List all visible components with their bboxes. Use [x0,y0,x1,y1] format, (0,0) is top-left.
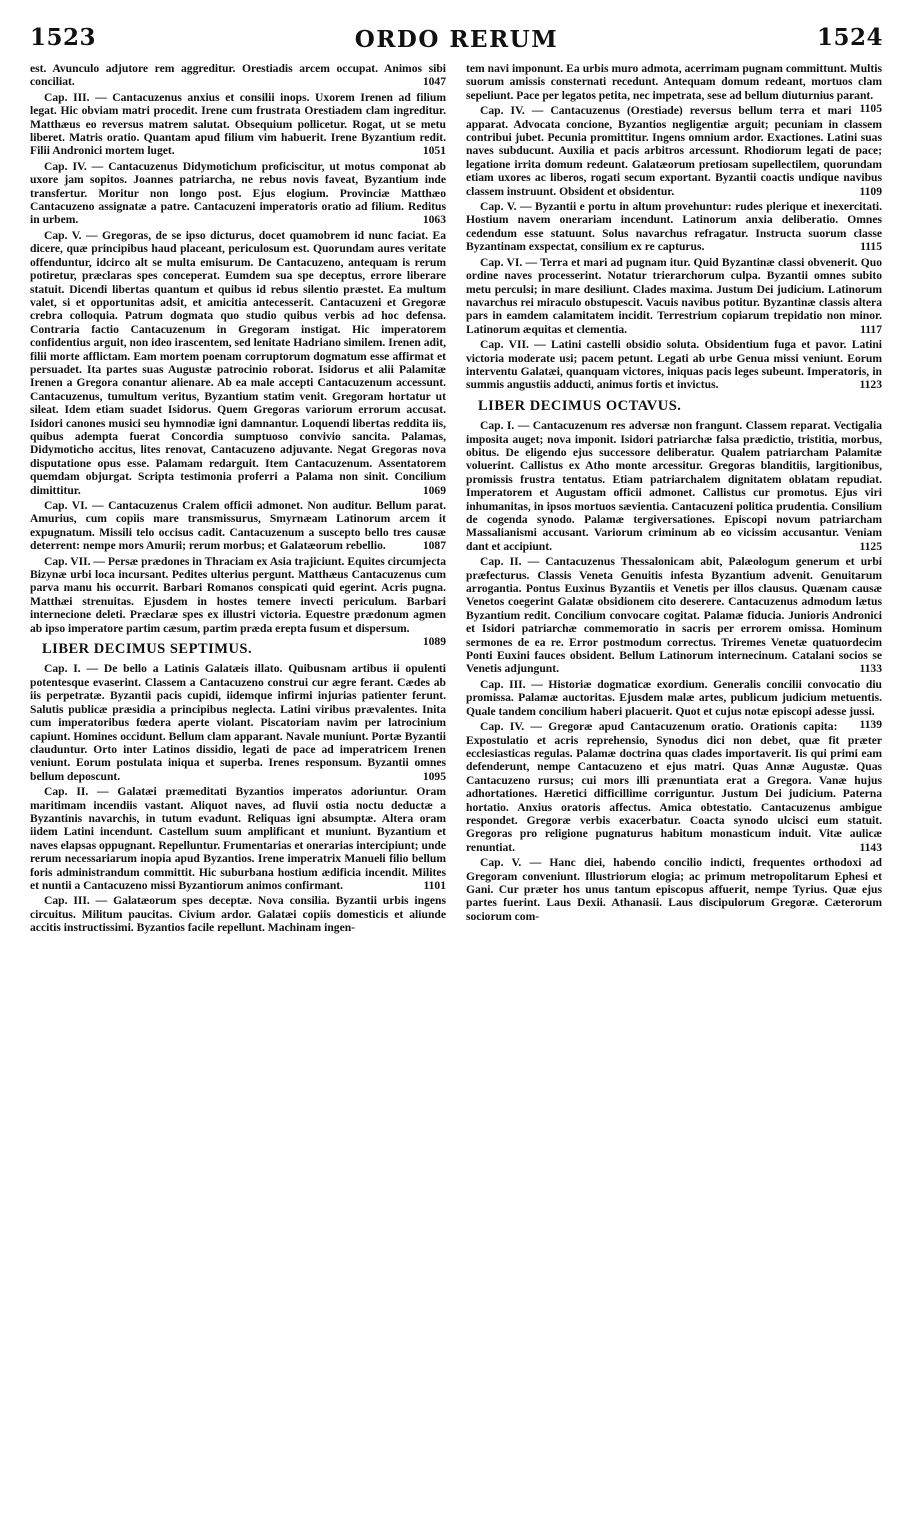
chapter-summary [466,555,882,676]
chapter-summary-text: Cap. VI. — Terra et mari ad pugnam itur. Quid Byzantinæ classi obvenerit. Quo ordine naves processerint. Notatur trierarchorum culpa. Byzantii omnes subito metu perculsi; in mare desiliunt. Clades maxima. Justum Dei judicium. Latinorum navarchus rei miraculo obstupescit. Vacuis navibus potitur. Byzantinæ classis altera pars in eamdem calamitatem incidit. Terrestrium copiarum trepidatio non minor. Latinorum æquitas et clementia. [466,255,882,336]
book-heading: LIBER DECIMUS OCTAVUS. [478,397,682,414]
page-reference: 1063 [422,213,446,227]
chapter-summary [30,662,446,783]
book-heading: LIBER DECIMUS SEPTIMUS. [42,641,253,658]
chapter-summary-text: Cap. V. — Hanc diei, habendo concilio indicti, frequentes orthodoxi ad Gregoram conveniunt. Illustriorum elogia; ac primum metropolitarum Ephesi et Gani. Cur præter hos unus tantum episcopus affuerit, nempe Tyrius. Quæ ejus partes fuerint. Laus Dexii. Athanasii. Laus discipulorum Gregoræ. Cæterorum sociorum com- [466,856,882,923]
chapter-summary-text: Cap. IV. — Cantacuzenus Didymotichum proficiscitur, ut motus componat ab uxore jam sopitos. Joannes patriarcha, ne rebus novis faveat, Byzantium inde transfertur. Moritur non longo post. Ejus elogium. Provinciæ Matthæo Cantacuzeno assignatæ a patre. Cantacuzeni imperatoris oratio ad filium. Reditus in urbem. [30,159,446,227]
chapter-summary [30,785,446,892]
chapter-summary-text: tem navi imponunt. Ea urbis muro admota, acerrimam pugnam committunt. Multis suorum amissis consternati recedunt. Antequam domum redeant, mortuos clam sepeliunt. Pace per legatos petita, nec impetrata, sese ad bellum diuturnius parant. [466,62,882,102]
chapter-summary-text: Cap. VII. — Latini castelli obsidio soluta. Obsidentium fuga et pavor. Latini victoria moderate usi; pacem petunt. Legati ab urbe Genua missi veniunt. Eorum interventu Galatæi, quanquam victores, iniquas pacis leges subeunt. Imperatoris, in summis angustiis adducti, animus fortis et invictus. [466,338,882,392]
chapter-summary [30,499,446,553]
page-reference: 1095 [422,769,446,783]
page-reference: 1087 [422,539,446,553]
chapter-summary-text: Cap. VI. — Cantacuzenus Cralem officii admonet. Non auditur. Bellum parat. Amurius, cum copiis mare transmissurus, Smyrnæam Latinorum arcem it expugnatum. Missili telo occisus cadit. Cantacuzenum a suscepto bello tres causæ deterrent: nempe mors Amurii; rerum morbus; et Galatæorum rebellio. [30,499,446,553]
chapter-summary-text: Cap. III. — Historiæ dogmaticæ exordium. Generalis concilii convocatio diu promissa. Palamæ auctoritas. Ejusdem malæ artes, publicum judicium metuentis. Quale tandem concilium haberi placuerit. Quot et cujus notæ episcopi adesse jussi. [466,677,882,718]
chapter-summary [466,256,882,336]
page-reference: 1109 [859,184,882,198]
page-reference: 1051 [422,144,446,158]
page-reference: 1089 [422,635,446,649]
chapter-summary [466,338,882,392]
page-reference: 1117 [860,322,882,336]
page-reference: 1101 [423,878,446,892]
chapter-summary-text: Cap. VII. — Persæ prædones in Thraciam ex Asia trajiciunt. Equites circumjecta Bizynæ urbi loca incursant. Pedites ulterius pergunt. Matthæus Cantacuzenus cum parva manu his occurrit. Barbari Romanos conspicati quid egerint. Acris pugna. Matthæi strenuitas. Ejusdem in hostes temere invecti periculum. Barbari internecione deleti. Præclaræ spes ex illustri victoria. Equestre prædonum agmen ab ipso imperatore partim cæsum, partim præda erepta fusum et dispersum. [30,554,446,635]
page-reference: 1125 [859,539,882,553]
chapter-summary-text: Cap. II. — Cantacuzenus Thessalonicam abit, Palæologum generum et urbi præfecturus. Classis Veneta Genuitis infesta Byzantium advenit. Genuitarum arrogantia. Pontus Euxinus Byzantiis et Venetis per illos clausus. Quænam causæ Venetos coegerint Galatæ obsidionem cito deserere. Cantacuzenus admodum lætus Byzantium redit. Concilium convocare cogitat. Palamæ fiducia. Junioris Andronici et Isidori patriarchæ commemoratio in sacris per errorem omissa. Hominum sermones de ea re. Error postmodum correctus. Triremes Venetæ quatuordecim Ponti Euxini fauces obsident. Bellum Latinorum internecinum. Catalani socios se Venetis adjungunt. [466,555,882,676]
chapter-summary [466,200,882,254]
chapter-summary [30,229,446,497]
chapter-summary [466,720,882,854]
chapter-summary-text: Cap. IV. — Gregoræ apud Cantacuzenum oratio. Orationis capita: Expostulatio et acris reprehensio, Synodus dici non debet, quæ fit præter ecclesiasticas regulas. Palamæ doctrina quas clades importaverit. Iis qui primi eam defenderunt, nempe Cantacuzeno et ejus matri. Quas Annæ Augustæ. Quas Cantacuzeno rursus; cui mors illi prænuntiata erat a Gregora. Vanæ hujus adhortationes. Hæretici difficillime corriguntur. Justum Dei judicium. Paterna hortatio. Anxius oratoris affectus. Amica obtestatio. Cantacuzenus ambigue respondet. Gregoræ verbis exacerbatur. Coacta synodo ulcisci eum statuit. Gregoras pro religione pugnaturus habitum monasticum induit. Vitæ aulicæ renuntiat. [466,720,882,854]
chapter-summary [466,419,882,553]
chapter-summary-text: Cap. III. — Galatæorum spes deceptæ. Nova consilia. Byzantii urbis ingens circuitus. Militum paucitas. Civium ardor. Galatæi copiis domesticis et aliunde accitis instructissimi. Byzantios facile repellunt. Machinam ingen- [30,894,446,935]
chapter-summary-text: Cap. V. — Byzantii e portu in altum provehuntur: rudes plerique et inexercitati. Hostium navem onerariam incendunt. Latinorum anxia deliberatio. Omnes cedendum esse statuunt. Solus navarchus refragatur. Instructa suorum classe Byzantinam exspectat, consilium ex re capturus. [466,200,882,254]
chapter-summary [30,894,446,934]
chapter-summary-text: Cap. V. — Gregoras, de se ipso dicturus, docet quamobrem id nunc faciat. Ea dicere, quæ principibus haud placeant, periculosum est. Quorundam aures veritate offenduntur, idcirco alt se multa emisurum. De Cantacuzeno, antequam is rerum potiretur, præclaras spes conceperat. Eumdem sua spe deceptus, errore liberare statuit. Dicendi libertas quantum et quibus id rebus silentio præstet. Ea multum valet, si et opportunitas adsit, et amicitia antecesserit. Cantacuzeni et Gregoræ crebra colloquia. Patrum dogmata quo studio quibus verbis ad hoc defensa. Contraria factio Cantacuzenum in Gregoram instigat. Hic imperatorem confidentius arguit, non ideo irascentem, sed lenitate Hadriano similem. Irenen adit, filii morte afflictam. Eam mortem poenam corruptorum dogmatum esse affirmat et persuadet. Ita partes suas Augustæ patrocinio roborat. Isidorus et alii Palamitæ Irenen a Gregora conantur alienare. Ab ea male accepti Cantacuzenum accessunt. Cantacuzenus, tumultum veritus, Byzantium statim venit. Gregoram hortatur ut sileat. Idem etiam suadet Isidorus. Quem Gregoras variorum errorum accusat. Isidori canones musici seu hymnodiæ igni damnantur. Loquendi libertas reddita iis, quibus adempta fuerat Concordia sumptuoso convivio sancita. Palamas, Didymoticho accitus, lites renovat, Cantacuzeno adjuvante. Negat Gregoras nova disputatione opus esse. Palamam redarguit. Item Cantacuzenum. Assentatorem quemdam objurgat. Scripta testimonia proferri a Palama non sinit. Concilium dimittitur. [30,228,446,497]
chapter-summary [466,62,882,116]
chapter-summary-text: Cap. I. — Cantacuzenum res adversæ non frangunt. Classem reparat. Vectigalia imposita auget; nova imponit. Isidori patriarchæ falsa prædictio, tristitia, morbus, obitus. De eligendo ejus successore deliberatur. Qualem patriarcham Palamitæ voluerint. Callistus ex Atho monte arcessitur. Gregoras blanditiis, largitionibus, promissis frustra tentatus. Etiam patriarchalem dignitatem oblatam repudiat. Imperatorem et Augustam officii admonet. Callistus cur promotus. Ejus viri inhumanitas, in ipsos mortuos sævientia. Cantacuzeni politica prudentia. Consilium de cogenda synodo. Palamæ tergiversationes. Episcopi novum patriarcham Massalianismi accusant. Variorum criminum ab eo vicissim accusantur. Veniam dant et accipiunt. [466,419,882,553]
chapter-summary-text: Cap. II. — Galatæi præmeditati Byzantios imperatos adoriuntur. Oram maritimam incendiis vastant. Aliquot naves, ad fluvii ostia noctu deductæ a Byzantinis navarchis, in tutum evadunt. Reliquas igni absumptæ. Altera oram iidem Latini incendunt. Castellum suum amplificant et muniunt. Byzantium et naves elapsas oppugnant. Repelluntur. Frumentarias et onerarias intercipiunt; unde rerum necessariarum inopia apud Byzantios. Irene imperatrix Manueli filio bellum foris administrandum committit. Hic suburbana hostium ædificia incendit. Milites et nuntii a Cantacuzeno missi Byzantiorum animos confirmant. [30,785,446,892]
chapter-summary-text: Cap. I. — De bello a Latinis Galatæis illato. Quibusnam artibus ii opulenti potentesque evaserint. Classem a Cantacuzeno construi cur ægre ferant. Cædes ab iis perpetratæ. Byzantii pacis cupidi, iidemque infirmi injurias patienter ferunt. Salutis publicæ præsidia a principibus neglecta. Latini viribus prævalentes. Inita cum imperatoribus fœdera aperte violant. Piscatoriam navim per latrocinium capiunt. Homines occidunt. Bellum clam apparant. Navale muniunt. Portæ Byzantii clauduntur. Orto inter Latinos dissidio, legati de pace ad imperatricem Irenen veniunt. Eorum postulata iniqua et superba. Irenes responsum. Byzantii omnes bellum deposcunt. [30,662,446,783]
page-reference: 1139 [859,718,882,732]
chapter-summary [30,91,446,158]
page-reference: 1047 [422,75,446,89]
left-column [30,62,446,1532]
column-number-left: 1523 [30,24,97,51]
chapter-summary-text: Cap. III. — Cantacuzenus anxius et consilii inops. Uxorem Irenen ad filium legat. Hic obviam matri procedit. Irene cum frustrata Orestiadem clam ingreditur. Matthæus eo reversus matrem salutat. Obsequium pollicetur. Rogat, ut se metu liberet. Matris oratio. Quantam apud filium vim habuerit. Irene Byzantium redit. Filii Andronici mortem luget. [30,90,446,158]
right-column [466,62,882,1532]
chapter-summary [30,160,446,227]
page-reference: 1143 [859,840,882,854]
chapter-summary [30,554,446,649]
running-title: ORDO RERUM [354,26,559,53]
page-header [30,10,883,53]
page-reference: 1069 [422,483,446,497]
page-reference: 1105 [859,102,882,116]
chapter-summary-text: Cap. IV. — Cantacuzenus (Orestiade) reversus bellum terra et mari apparat. Advocata concione, Byzantios negligentiæ arguit; pecuniam in classem contribui jubet. Pecunia promittitur. Ingens omnium ardor. Exactiones. Latini suas naves subducunt. Auxilia et pacis arbitros arcessunt. Rhodiorum legati de pace; legatione irrita domum redeunt. Galatæorum pretiosam supellectilem, quorundam etiam uxores ac liberos, rogati secum exportant. Byzantii coactis undique navibus classem instruunt. Obsident et obsidentur. [466,104,882,198]
column-number-right: 1524 [816,24,883,51]
chapter-summary-text: est. Avunculo adjutore rem aggreditur. Orestiadis arcem occupat. Animos sibi conciliat. [30,62,446,89]
chapter-summary [30,62,446,89]
chapter-summary [466,104,882,198]
chapter-summary [466,856,882,923]
page-reference: 1123 [859,378,882,392]
page-reference: 1133 [859,662,882,676]
chapter-summary [466,677,882,732]
page-reference: 1115 [860,240,882,254]
